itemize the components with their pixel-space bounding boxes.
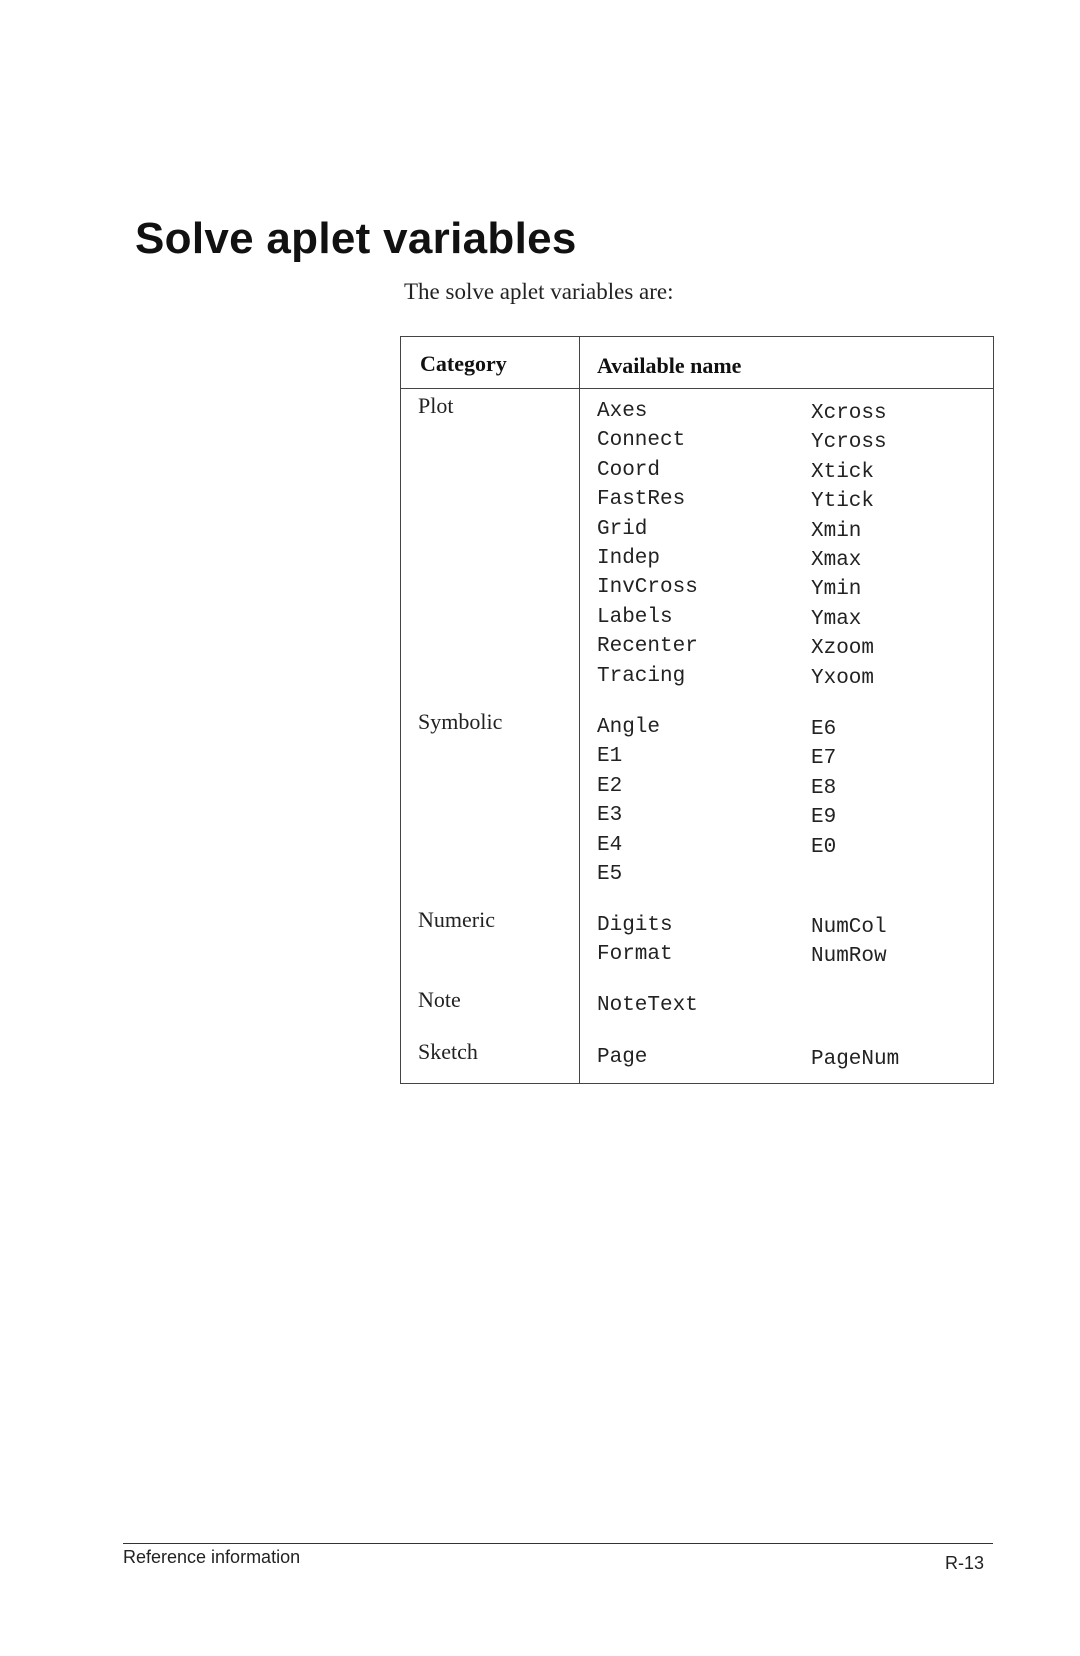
variable-name: E6 <box>811 718 837 741</box>
category-label: Numeric <box>418 907 495 932</box>
variable-name: Ycross <box>811 431 887 455</box>
names-column-right <box>811 913 887 972</box>
table-header <box>401 337 993 389</box>
variable-name: Format <box>597 943 673 967</box>
names-column-left <box>597 397 698 691</box>
column-divider <box>579 337 580 1083</box>
variable-name: NoteText <box>597 994 698 1017</box>
names-column-right <box>811 1045 899 1074</box>
variable-name: Axes <box>597 400 648 423</box>
variable-name: Connect <box>597 429 686 453</box>
variable-name: E9 <box>811 806 837 830</box>
variable-name: E1 <box>597 745 623 769</box>
names-column-left <box>597 991 698 1020</box>
names-column-left <box>597 1043 647 1072</box>
variables-table <box>400 336 994 1084</box>
variable-name: Recenter <box>597 635 698 659</box>
page-title: Solve aplet variables <box>135 214 577 263</box>
variable-name: Xcross <box>811 402 887 425</box>
variable-name: E8 <box>811 776 837 800</box>
variable-name: E7 <box>811 747 837 771</box>
variable-name: Ytick <box>811 490 875 514</box>
category-label: Plot <box>418 393 454 418</box>
variable-name: Xzoom <box>811 637 875 661</box>
variable-name: Angle <box>597 716 661 739</box>
footer-section-label: Reference information <box>123 1547 301 1567</box>
variable-name: Xtick <box>811 460 875 484</box>
variable-name: E3 <box>597 804 623 828</box>
header-available-name: Available name <box>597 353 742 378</box>
variable-name: Ymin <box>811 578 862 602</box>
variable-name: Digits <box>597 914 673 937</box>
header-category: Category <box>420 351 507 376</box>
variable-name: Coord <box>597 458 661 482</box>
variable-name: Yxoom <box>811 666 875 690</box>
footer-rule <box>123 1543 993 1544</box>
category-label: Note <box>418 987 461 1012</box>
names-column-right <box>811 715 836 862</box>
variable-name: E0 <box>811 835 837 859</box>
variable-name: InvCross <box>597 576 698 600</box>
page-number: R-13 <box>945 1553 985 1573</box>
variable-name: E2 <box>597 774 623 798</box>
variable-name: Tracing <box>597 664 686 688</box>
intro-text: The solve aplet variables are: <box>404 279 674 304</box>
variable-name: Xmax <box>811 548 862 572</box>
names-column-left <box>597 911 673 970</box>
variable-name: NumRow <box>811 945 887 969</box>
category-label: Sketch <box>418 1039 478 1064</box>
variable-name: E5 <box>597 862 623 886</box>
variable-name: Grid <box>597 517 648 541</box>
variable-name: PageNum <box>811 1048 900 1071</box>
variable-name: Indep <box>597 546 661 570</box>
variable-name: FastRes <box>597 488 686 512</box>
variable-name: Ymax <box>811 607 862 631</box>
variable-name: Page <box>597 1046 648 1069</box>
variable-name: E4 <box>597 833 623 857</box>
category-label: Symbolic <box>418 709 503 734</box>
names-column-right <box>811 399 887 693</box>
variable-name: Xmin <box>811 519 862 543</box>
names-column-left <box>597 713 660 889</box>
variable-name: NumCol <box>811 916 887 939</box>
variable-name: Labels <box>597 605 673 629</box>
